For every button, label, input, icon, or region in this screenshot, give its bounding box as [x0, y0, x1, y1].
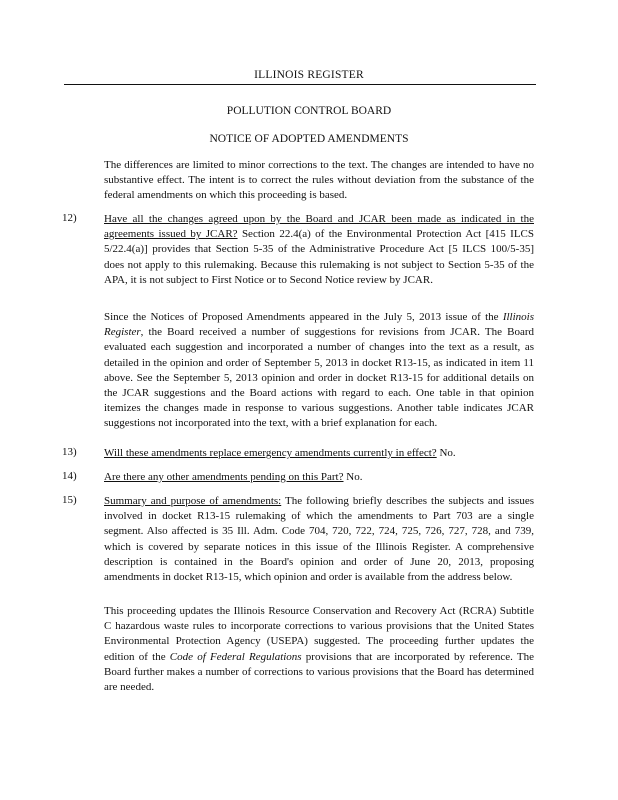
item-13-answer: No.	[436, 447, 456, 459]
item-14-paragraph	[104, 470, 534, 485]
item-15-follow-a: This proceeding updates the Illinois Resource Conservation and Recovery Act (RCRA) Subtitle C hazardous waste rules to incorporate corrections to various provisions that the United States Environmental Protection Agency (USEPA) suggested. The proceeding further updates the edition of the	[104, 605, 534, 663]
notice-heading: NOTICE OF ADOPTED AMENDMENTS	[209, 133, 409, 145]
agency-heading: POLLUTION CONTROL BOARD	[226, 105, 392, 117]
header-rule	[64, 84, 536, 85]
item-15-paragraph	[104, 494, 534, 585]
item-12-answer: Section 22.4(a) of the Environmental Protection Act [415 ILCS 5/22.4(a)] provides that Section 5-35 of the Administrative Procedure Act [5 ILCS 100/5-35] does not apply to this rulemaking. Because this rulemaking is not subject to Section 5-35 of the APA, it is not subject to First Notice or to Second Notice review by JCAR.	[104, 228, 534, 286]
item-12-followup	[104, 310, 534, 432]
intro-text: The differences are limited to minor corrections to the text. The changes are intended to have no substantive effect. The intent is to correct the rules without deviation from the substance of the federal amendments on which this proceeding is based.	[104, 159, 534, 202]
item-14-question: Are there any other amendments pending on this Part?	[104, 471, 344, 483]
item-12-question: Have all the changes agreed upon by the Board and JCAR been made as indicated in the agreements issued by JCAR?	[104, 213, 534, 241]
item-15-question: Summary and purpose of amendments:	[104, 495, 282, 507]
item-12-number: 12)	[62, 212, 77, 224]
item-15-answer: The following briefly describes the subjects and issues involved in docket R13-15 rulemaking of which the amendments to Part 703 are a single segment. Also affected is 35 Ill. Adm. Code 704, 720, 722, 724, 725, 726, 727, 728, and 739, which is covered by separate notices in this issue of the Illinois Register. A comprehensive description is contained in the Board's opinion and order of June 20, 2013, proposing amendments in docket R13-15, which opinion and order is available from the address below.	[104, 495, 534, 584]
item-13-number: 13)	[62, 446, 77, 458]
item-15-number: 15)	[62, 494, 77, 506]
item-12-paragraph	[104, 212, 534, 288]
item-14-number: 14)	[62, 470, 77, 482]
register-title: ILLINOIS REGISTER	[254, 69, 364, 81]
item-15-follow-italic: Code of Federal Regulations	[169, 650, 302, 663]
item-15-followup	[104, 604, 534, 695]
item-12-follow-italic: Illinois Register	[104, 311, 534, 339]
item-13-question: Will these amendments replace emergency amendments currently in effect?	[104, 447, 437, 459]
item-13-paragraph	[104, 446, 534, 461]
item-12-follow-a: Since the Notices of Proposed Amendments appeared in the July 5, 2013 issue of the	[104, 311, 503, 323]
item-14-answer: No.	[343, 471, 363, 483]
item-15-follow-b: provisions that are incorporated by reference. The Board further makes a number of corrections to various provisions that the Board has determined are needed.	[104, 650, 534, 694]
item-12-follow-b: , the Board received a number of suggestions for revisions from JCAR. The Board evaluated each suggestion and incorporated a number of changes into the text as a result, as detailed in the opinion and order of September 5, 2013 in docket R13-15, as indicated in item 11 above. See the September 5, 2013 opinion and order in docket R13-15 for additional details on the JCAR suggestions and the Board actions with regard to each. One table in that opinion itemizes the changes made in response to various suggestions. Another table indicates JCAR suggestions not incorporated into the text, with a brief explanation for each.	[104, 326, 534, 430]
intro-paragraph	[104, 158, 534, 204]
